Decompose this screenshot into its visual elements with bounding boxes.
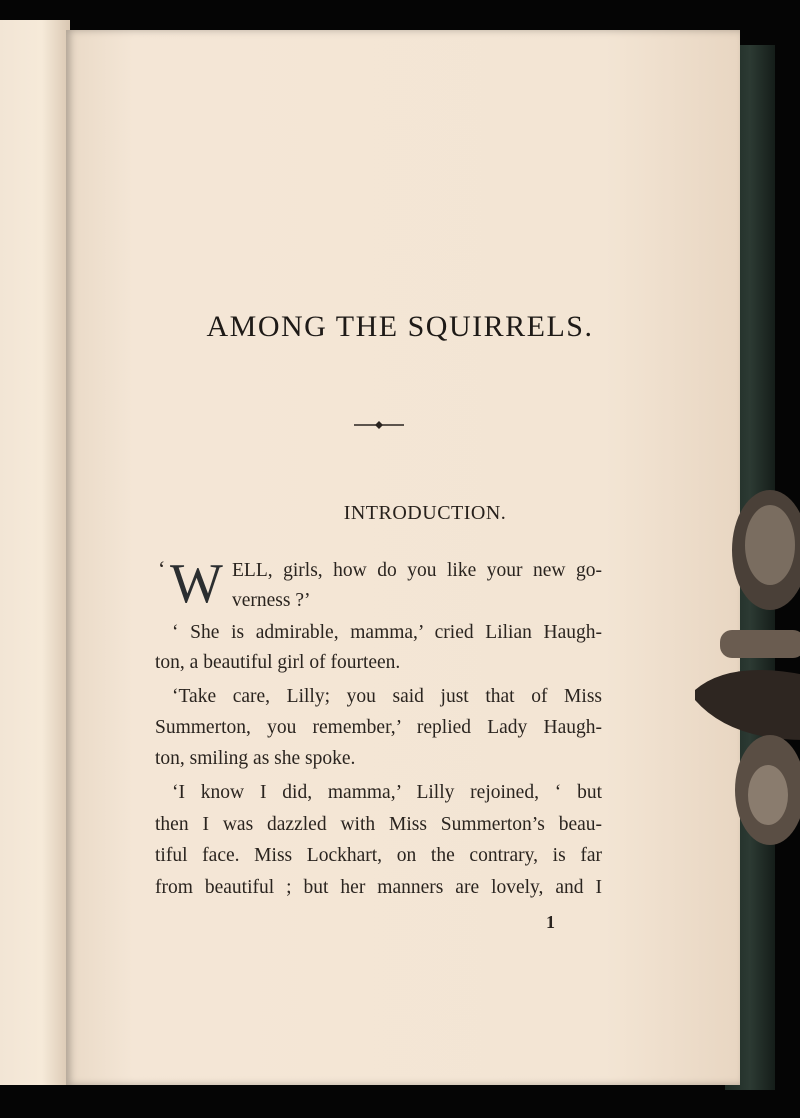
text-line: ELL, girls, how do you like your new go-	[232, 560, 602, 581]
text-line: Summerton, you remember,’ replied Lady Haugh-	[155, 717, 602, 738]
text-line: ton, smiling as she spoke.	[155, 748, 356, 769]
drop-cap: W	[170, 553, 223, 615]
text-line: ‘Take care, Lilly; you said just that of Miss	[172, 686, 602, 707]
section-heading: INTRODUCTION.	[343, 502, 507, 524]
text-line: then I was dazzled with Miss Summerton’s beau-	[155, 814, 602, 835]
text-line: ton, a beautiful girl of fourteen.	[155, 652, 401, 673]
text-line: ‘ She is admirable, mamma,’ cried Lilian Haugh-	[172, 622, 602, 643]
book-title: AMONG THE SQUIRRELS.	[206, 310, 594, 343]
opening-quote: ‘	[158, 556, 166, 581]
text-line: verness ?’	[232, 590, 311, 611]
book-page	[66, 30, 740, 1085]
facing-page	[0, 20, 70, 1085]
text-line: tiful face. Miss Lockhart, on the contrary, is far	[155, 845, 602, 866]
metal-clip-icon	[690, 490, 800, 850]
page-number: 1	[546, 912, 555, 932]
text-line: ‘I know I did, mamma,’ Lilly rejoined, ‘ but	[172, 782, 602, 803]
text-line: from beautiful ; but her manners are lovely, and I	[155, 877, 602, 898]
ornament-divider-icon	[354, 420, 404, 430]
